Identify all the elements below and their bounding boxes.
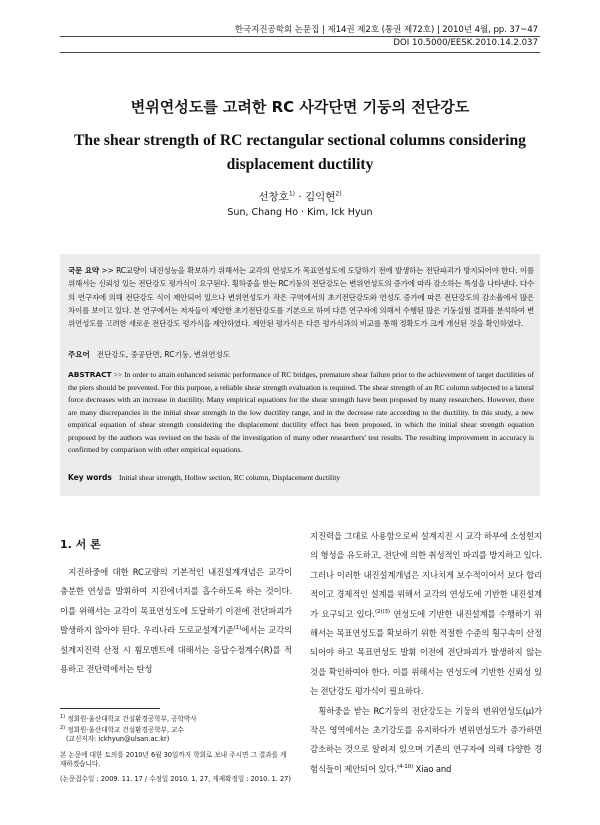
ref-4-10: (4-10) bbox=[396, 764, 414, 771]
section-heading: 1. 서 론 bbox=[60, 538, 101, 551]
left-text-b: 에서는 교각의 설계지진력 산정 시 휨모멘트에 대해서는 응답수정계수(R)를 적용하고 전단력에서는 탄성 bbox=[60, 625, 293, 675]
keywords-korean-text: 전단강도, 중공단면, RC기둥, 변위연성도 bbox=[96, 350, 230, 359]
right-text-a: 지진력을 그대로 사용함으로써 설계지진 시 교각 하부에 소성힌지의 형성을 유도하고, 전단에 의한 취성적인 파괴를 방지하고 있다. 그러나 이러한 내진설계개념은 지나치게 보수적이어서 보다 합리적이고 경제적인 설계를 위해서 교각의 연성도에 기반한 내진설계가 요구되고 있다. bbox=[310, 531, 542, 619]
author-1-mark: 1) bbox=[288, 190, 295, 198]
authors-english: Sun, Chang Ho · Kim, Ick Hyun bbox=[227, 207, 373, 218]
keywords-english-label: Key words bbox=[68, 473, 112, 482]
keywords-english bbox=[68, 473, 534, 482]
footnote-2 bbox=[60, 724, 292, 735]
footnote-corresponding: (교신저자: ickhyun@ulsan.ac.kr) bbox=[66, 735, 170, 743]
doi: DOI 10.5000/EESK.2010.14.2.037 bbox=[393, 38, 538, 48]
footnote-discussion: 본 논문에 대한 토의를 2010년 6월 30일까지 학회로 보내 주시면 그 결과를 게재하겠습니다. bbox=[60, 751, 287, 768]
right-paragraph-2 bbox=[310, 702, 542, 780]
keywords-english-text: Initial shear strength, Hollow section, RC column, Displacement ductility bbox=[119, 473, 341, 482]
abstract-english-text: In order to attain enhanced seismic performance of RC bridges, premature shear failure prior to the achievement of target ductilities of the piers should be prevented. For this purpose, a reliable shear strength evaluation is required. The shear strength of an RC column subjected to a lateral force decreases with an increase in ductility. Many empirical equations for the shear strength have been proposed by many researchers. However, there are many discrepancies in the initial shear strength in the low ductility range, and in the decrease rate according to the ductility. In this study, a new empirical equation of shear strength considering the displacement ductility effect has been proposed, in which the initial shear strength equation proposed by the authors was revised on the basis of the investigation of many other researchers' test results. The resulting improvement in accuracy is confirmed by comparison with other empirical equations. bbox=[68, 370, 534, 454]
footnote-rule bbox=[60, 708, 160, 709]
left-text-a: 지진하중에 대한 RC교량의 기본적인 내진설계개념은 교각이 충분한 연성을 발휘하여 지진에너지를 흡수하도록 하는 것이다. 이를 위해서는 교각이 목표연성도에 도달하기 이전에 전단파괴가 발생하지 않아야 된다. 우리나라 도로교설계기준 bbox=[60, 567, 292, 636]
abstract-english-arrow: >> bbox=[111, 370, 125, 379]
footnote-1-mark: 1) bbox=[60, 714, 66, 720]
right-text-b: 연성도에 기반한 내진설계를 수행하기 위해서는 목표연성도를 확보하기 위한 적절한 수준의 횡구속이 산정되어야 하고 목표연성도 발휘 이전에 전단파괴가 발생하지 않는 것을 확인하여야 한다. 이를 위해서는 연성도에 기반한 신뢰성 있는 전단강도 평가식이 필요하다. bbox=[310, 608, 543, 697]
right-text-c: 횡하중을 받는 RC기둥의 전단강도는 기둥의 변위연성도(μ)가 작은 영역에서는 초기강도를 유지하다가 변위연성도가 증가하면 감소하는 것으로 알려져 있으며 기존의 연구자에 의해 다양한 경험식들이 제안되어 있다. bbox=[310, 705, 542, 774]
author-2-mark: 2) bbox=[335, 190, 342, 198]
author-separator: · bbox=[294, 191, 305, 203]
right-text-d: Xiao and bbox=[413, 763, 452, 774]
abstract-english-label: ABSTRACT bbox=[68, 370, 112, 379]
right-paragraph-1 bbox=[310, 527, 542, 702]
body-left-column bbox=[60, 563, 292, 679]
abstract-korean-text: RC교량이 내진성능을 확보하기 위해서는 교각의 연성도가 목표연성도에 도달하기 전에 발생하는 전단파괴가 방지되어야 한다. 이를 위해서는 신뢰성 있는 전단강도 평가식이 요구된다. 횡하중을 받는 RC기둥의 전단강도는 변위연성도의 증가에 따라 감소하는 특성을 나타낸다. 다수의 연구자에 의해 전단강도 식이 제안되어 있으나 변위연성도가 작은 구역에서의 초기전단강도와 연성도 증가에 따른 전단강도의 감소율에서 많은 차이를 보이고 있다. 본 연구에서는 저자들이 제안한 초기전단강도를 기본으로 하여 다른 연구자에 의해서 수행된 많은 기둥실험 결과를 분석하여 변위연성도를 고려한 새로운 전단강도 평가식을 제안하였다. 제안된 평가식은 다른 평가식과의 비교를 통해 정확도가 크게 개선된 것을 확인하였다. bbox=[68, 266, 534, 329]
journal-citation: 한국지진공학회 논문집 | 제14권 제2호 (통권 제72호) | 2010년 4월, pp. 37~47 bbox=[234, 25, 538, 35]
author-1: 선창호 bbox=[258, 191, 289, 203]
abstract-korean-label: 국문 요약 bbox=[68, 266, 99, 275]
title-english: The shear strength of RC rectangular sectional columns considering displacement ductility bbox=[74, 132, 526, 173]
header-rule-top bbox=[60, 36, 540, 37]
footnote-2-text: 정회원·울산대학교 건설환경공학부, 교수 bbox=[67, 726, 184, 735]
authors-korean bbox=[0, 189, 600, 204]
ref-1: (1) bbox=[233, 625, 242, 632]
title-korean: 변위연성도를 고려한 RC 사각단면 기둥의 전단강도 bbox=[130, 98, 470, 116]
footnote-1 bbox=[60, 713, 292, 724]
body-right-column bbox=[310, 527, 542, 779]
keywords-korean-label: 주요어 bbox=[68, 350, 90, 359]
abstract-korean bbox=[68, 264, 534, 330]
footnote-2-mark: 2) bbox=[60, 725, 66, 731]
abstract-korean-arrow: >> bbox=[98, 266, 117, 275]
footnote-1-text: 정회원·울산대학교 건설환경공학부, 공학박사 bbox=[67, 715, 197, 724]
left-paragraph bbox=[60, 563, 292, 679]
abstract-english bbox=[68, 369, 534, 457]
ref-2-3: (2)(3) bbox=[374, 608, 390, 615]
keywords-korean bbox=[68, 349, 534, 360]
author-2: 김익현 bbox=[305, 191, 336, 203]
footnote-dates: (논문접수일 : 2009. 11. 17 / 수정일 2010. 1. 27, 게재확정일 : 2010. 1. 27) bbox=[60, 775, 291, 783]
header-rule-bottom bbox=[60, 52, 540, 53]
